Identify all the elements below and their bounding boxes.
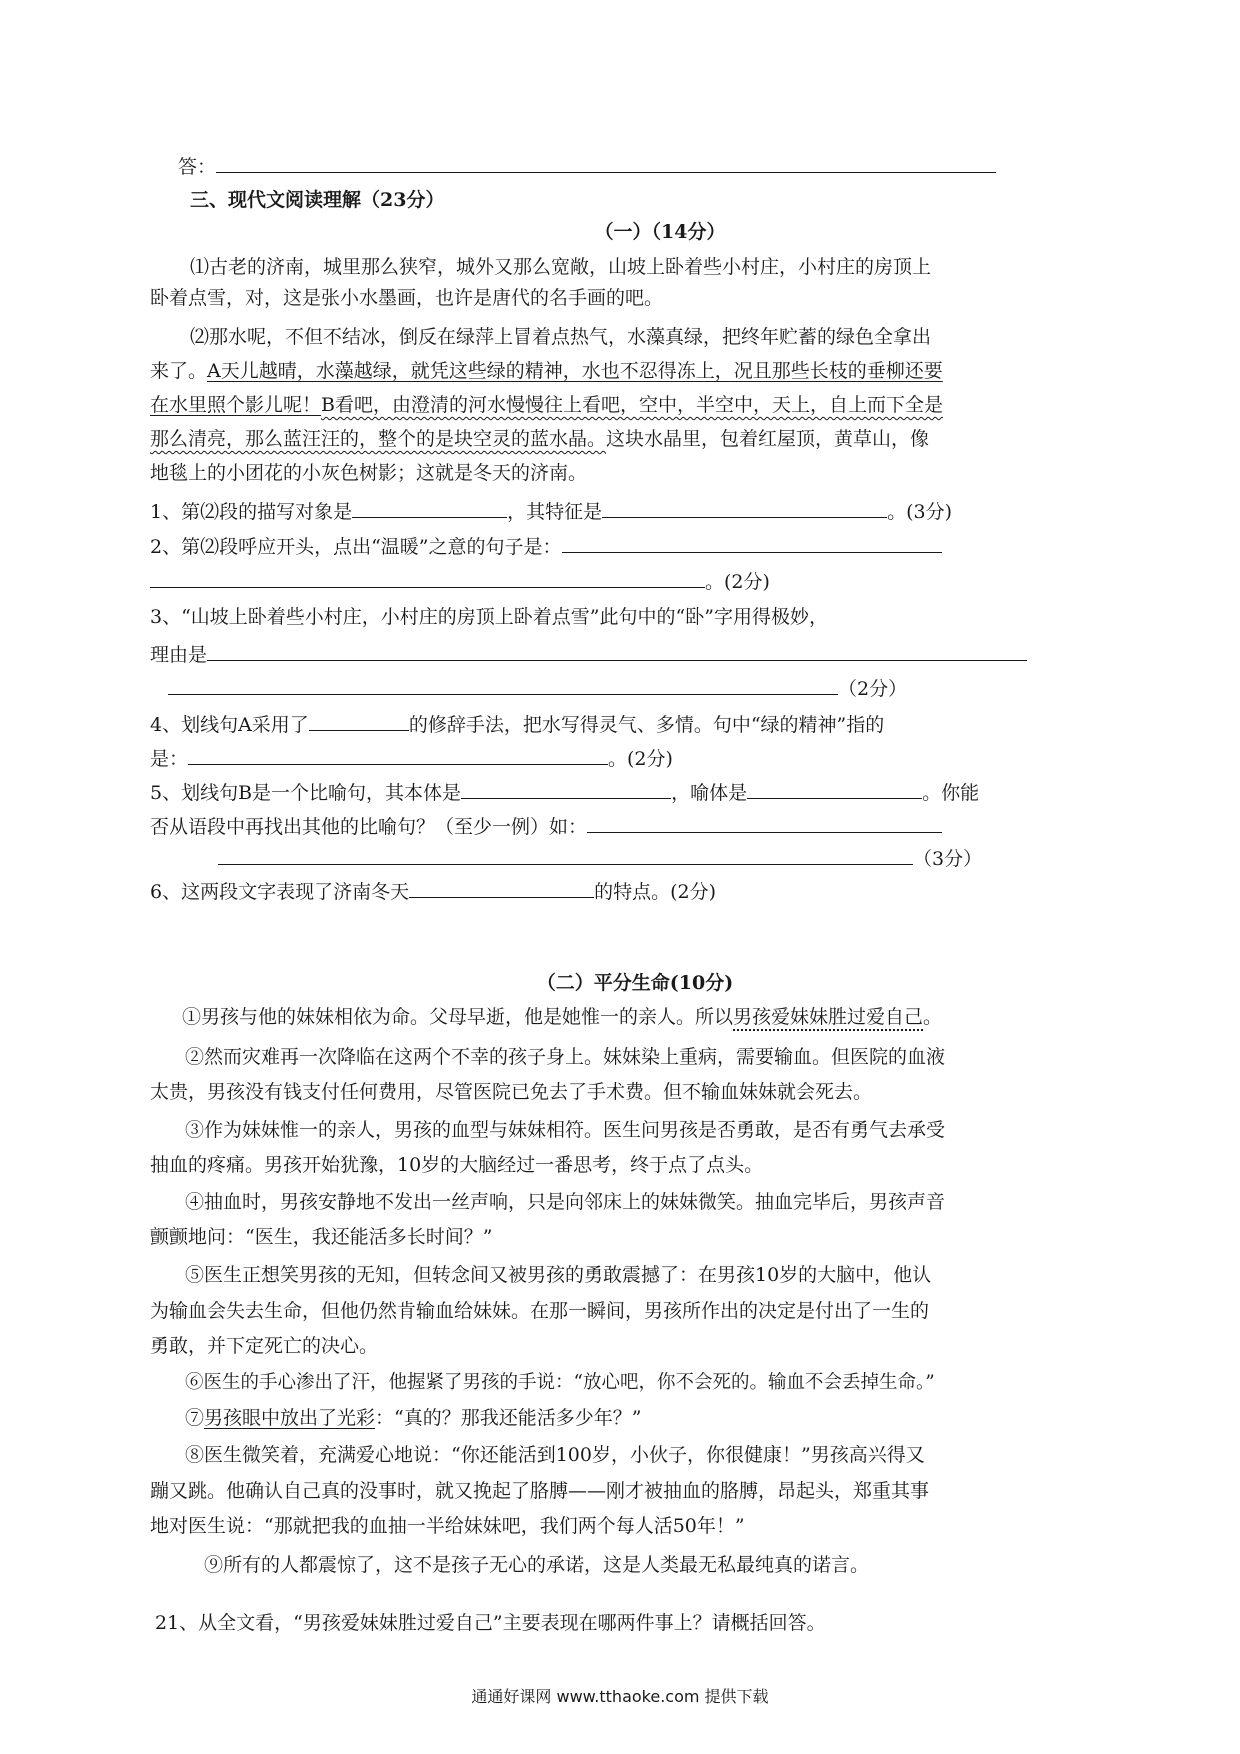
- part1-p2-line5: 地毯上的小团花的小灰色树影；这就是冬天的济南。: [150, 462, 588, 484]
- part2-p5-line3: 勇敢，并下定死亡的决心。: [150, 1335, 379, 1357]
- question-5-cont: [150, 810, 942, 842]
- q5-blank-example-2[interactable]: [218, 842, 913, 865]
- part1-p1-line1: ⑴古老的济南，城里那么狭窄，城外又那么宽敞，山坡上卧着些小村庄，小村庄的房顶上: [190, 256, 932, 278]
- part2-p6: ⑥医生的手心渗出了汗，他握紧了男孩的手说：“放心吧，你不会死的。输血不会丢掉生命。”: [185, 1372, 935, 1393]
- q4-text-c: 是：: [150, 748, 189, 770]
- part2-p3-line2: 抽血的疼痛。男孩开始犹豫，10岁的大脑经过一番思考，终于点了点头。: [150, 1154, 764, 1176]
- text-span: ⑦: [185, 1407, 205, 1429]
- question-2-cont: [150, 565, 770, 597]
- q2-blank-2[interactable]: [150, 565, 705, 588]
- answer-blank[interactable]: [216, 150, 996, 173]
- q5-blank-example-1[interactable]: [587, 810, 942, 833]
- text-span: 这块水晶里，包着红屋顶，黄草山，像: [606, 428, 930, 450]
- part1-p2-line2: [150, 356, 943, 386]
- underlined-sentence-a: A天儿越晴，水藻越绿，就凭这些绿的精神，水也不忍得冻上，况且那些长枝的垂柳还要: [207, 360, 943, 382]
- part1-p2-line3: [150, 390, 943, 420]
- part2-p9: ⑨所有的人都震惊了，这不是孩子无心的承诺，这是人类最无私最纯真的诺言。: [204, 1554, 870, 1576]
- q5-blank-tenor[interactable]: [461, 776, 671, 799]
- q4-text-b: 的修辞手法，把水写得灵气、多情。句中“绿的精神”指的: [408, 714, 885, 736]
- part2-p4-line2: 颤颤地问：“医生，我还能活多长时间？”: [150, 1226, 493, 1248]
- question-2: [150, 530, 942, 562]
- wavy-sentence-b-end: 那么清亮，那么蓝汪汪的，整个的是块空灵的蓝水晶。: [150, 428, 607, 450]
- part2-p7: [185, 1403, 641, 1433]
- q6-blank[interactable]: [409, 875, 594, 898]
- q6-text-a: 6、这两段文字表现了济南冬天: [150, 881, 410, 903]
- question-3-cont: [168, 672, 907, 704]
- underlined-phrase: 男孩眼中放出了光彩: [204, 1407, 376, 1429]
- q1-blank-object[interactable]: [352, 495, 507, 518]
- underlined-sentence-a-end: 在水里照个影儿呢！: [150, 394, 322, 416]
- q5-blank-vehicle[interactable]: [747, 776, 922, 799]
- text-span: ：“真的？那我还能活多少年？”: [375, 1407, 642, 1429]
- q1-text-b: ，其特征是: [507, 501, 603, 523]
- part2-p1: [182, 1002, 942, 1032]
- part2-p8-line2: 蹦又跳。他确认自己真的没事时，就又挽起了胳膊——刚才被抽血的胳膊，昂起头，郑重其事: [150, 1480, 930, 1502]
- q1-text-c: 。(3分): [887, 501, 953, 523]
- section3-title: 三、现代文阅读理解（23分）: [190, 189, 445, 211]
- text-span: 来了。: [150, 360, 208, 382]
- question-3-reason: [150, 638, 1027, 670]
- q5-text-e: （3分）: [913, 848, 983, 870]
- answer-label: 答：: [178, 156, 217, 178]
- question-5-cont2: [218, 842, 982, 874]
- q2-text-a: 2、第⑵段呼应开头，点出“温暖”之意的句子是：: [150, 536, 562, 558]
- q2-text-b: 。(2分): [705, 571, 770, 593]
- q4-text-a: 4、划线句A采用了: [150, 714, 309, 736]
- wavy-sentence-b: B看吧，由澄清的河水慢慢往上看吧，空中，半空中，天上，自上而下全是: [321, 394, 943, 416]
- part1-p2-line4: [150, 424, 929, 454]
- question-5: [150, 776, 979, 808]
- q4-blank-meaning[interactable]: [188, 742, 608, 765]
- part1-title: （一）（14分）: [594, 221, 726, 243]
- part2-p8-line3: 地对医生说：“那就把我的血抽一半给妹妹吧，我们两个每人活50年！”: [150, 1515, 745, 1537]
- q5-text-a: 5、划线句B是一个比喻句，其本体是: [150, 782, 462, 804]
- part2-p8-line1: ⑧医生微笑着，充满爱心地说：“你还能活到100岁，小伙子，你很健康！”男孩高兴得又: [185, 1444, 925, 1466]
- question-21: 21、从全文看，“男孩爱妹妹胜过爱自己”主要表现在哪两件事上？请概括回答。: [155, 1612, 826, 1634]
- q3-blank-1[interactable]: [207, 638, 1027, 661]
- q3-text-b: 理由是: [150, 644, 208, 666]
- q2-blank-1[interactable]: [562, 530, 942, 553]
- part1-p2-line1: ⑵那水呢，不但不结冰，倒反在绿萍上冒着点热气，水藻真绿，把终年贮蓄的绿色全拿出: [190, 326, 932, 348]
- text-span: 。: [923, 1006, 943, 1028]
- part1-p1-line2: 卧着点雪，对，这是张小水墨画，也许是唐代的名手画的吧。: [150, 287, 664, 309]
- q1-blank-feature[interactable]: [602, 495, 887, 518]
- question-6: [150, 875, 716, 907]
- part2-p5-line1: ⑤医生正想笑男孩的无知，但转念间又被男孩的勇敢震撼了：在男孩10岁的大脑中，他认: [185, 1264, 932, 1286]
- text-span: ①男孩与他的妹妹相依为命。父母早逝，他是她惟一的亲人。所以: [182, 1006, 734, 1028]
- part2-title: （二）平分生命(10分): [536, 972, 734, 994]
- q5-text-d: 否从语段中再找出其他的比喻句？（至少一例）如：: [150, 816, 588, 838]
- part2-p4-line1: ④抽血时，男孩安静地不发出一丝声响，只是向邻床上的妹妹微笑。抽血完毕后，男孩声音: [185, 1191, 946, 1213]
- part2-p2-line1: ②然而灾难再一次降临在这两个不幸的孩子身上。妹妹染上重病，需要输血。但医院的血液: [185, 1046, 946, 1068]
- question-4: [150, 708, 884, 740]
- q1-text-a: 1、第⑵段的描写对象是: [150, 501, 353, 523]
- q3-blank-2[interactable]: [168, 672, 838, 695]
- q4-blank-rhetoric[interactable]: [309, 708, 409, 731]
- question-4-cont: [150, 742, 673, 774]
- q6-text-b: 的特点。(2分): [594, 881, 717, 903]
- part2-p3-line1: ③作为妹妹惟一的亲人，男孩的血型与妹妹相符。医生问男孩是否勇敢，是否有勇气去承受: [185, 1119, 946, 1141]
- q5-text-c: 。你能: [922, 782, 980, 804]
- part2-p2-line2: 太贵，男孩没有钱支付任何费用，尽管医院已免去了手术费。但不输血妹妹就会死去。: [150, 1081, 873, 1103]
- question-3: 3、“山坡上卧着些小村庄，小村庄的房顶上卧着点雪”此句中的“卧”字用得极妙，: [150, 606, 828, 628]
- q4-text-d: 。(2分): [608, 748, 673, 770]
- question-1: [150, 495, 952, 527]
- q3-text-c: （2分）: [838, 678, 908, 700]
- top-answer-row: [178, 150, 996, 182]
- footer-credit: 通通好课网 www.tthaoke.com 提供下载: [471, 1687, 769, 1706]
- part2-p5-line2: 为输血会失去生命，但他仍然肯输血给妹妹。在那一瞬间，男孩所作出的决定是付出了一生的: [150, 1300, 930, 1322]
- q5-text-b: ，喻体是: [671, 782, 748, 804]
- dotted-phrase: 男孩爱妹妹胜过爱自己: [733, 1006, 924, 1028]
